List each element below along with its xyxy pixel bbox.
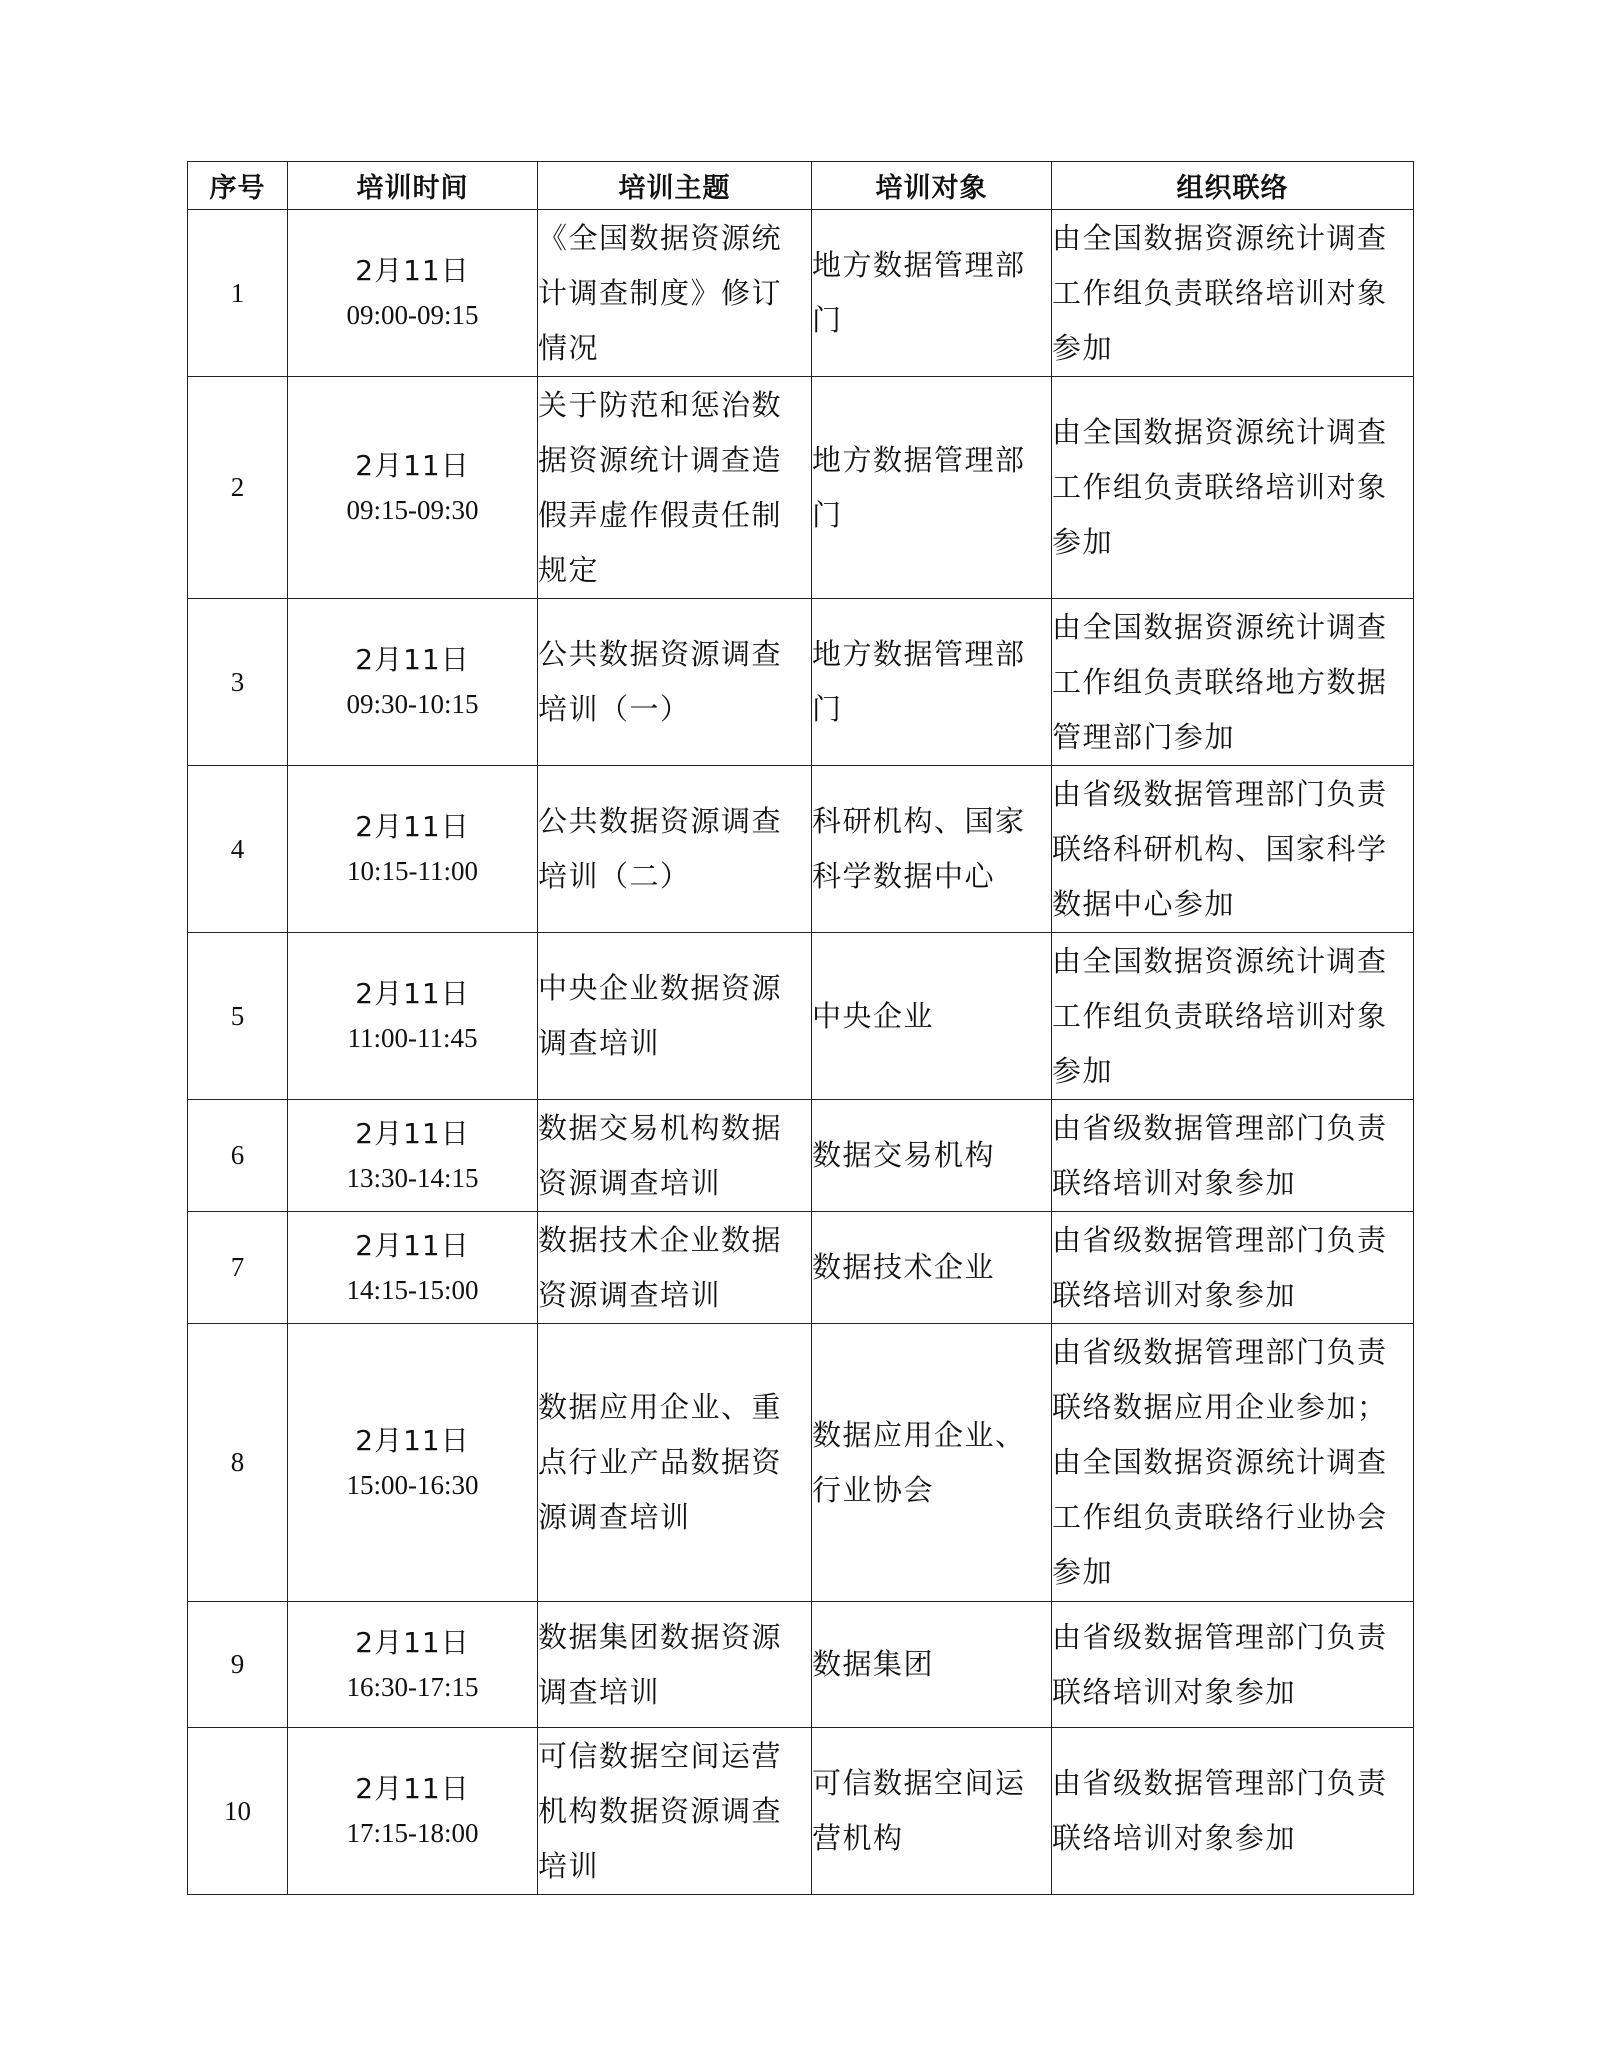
row-number: 10 — [188, 1728, 288, 1895]
table-row — [188, 1602, 1414, 1728]
table-row — [188, 933, 1414, 1100]
training-time — [288, 1324, 538, 1602]
organizer-note: 由全国数据资源统计调查工作组负责联络培训对象参加 — [1052, 377, 1414, 599]
training-topic: 《全国数据资源统计调查制度》修订情况 — [538, 210, 812, 377]
table-header-row — [188, 162, 1414, 210]
table-row — [188, 210, 1414, 377]
training-time — [288, 1100, 538, 1212]
table-row — [188, 1324, 1414, 1602]
table-row — [188, 599, 1414, 766]
header-time: 培训时间 — [288, 162, 538, 210]
training-topic: 公共数据资源调查培训（二） — [538, 766, 812, 933]
header-topic: 培训主题 — [538, 162, 812, 210]
training-topic: 关于防范和惩治数据资源统计调查造假弄虚作假责任制规定 — [538, 377, 812, 599]
organizer-note: 由省级数据管理部门负责联络培训对象参加 — [1052, 1728, 1414, 1895]
row-number: 3 — [188, 599, 288, 766]
training-topic: 公共数据资源调查培训（一） — [538, 599, 812, 766]
training-hours: 09:00-09:15 — [346, 300, 479, 330]
training-date: 2月11日 — [355, 448, 470, 482]
training-date: 2月11日 — [355, 810, 470, 843]
training-time — [288, 933, 538, 1100]
header-organizer: 组织联络 — [1052, 162, 1414, 210]
table-row — [188, 766, 1414, 933]
training-topic: 数据集团数据资源调查培训 — [538, 1602, 812, 1728]
training-date: 2月11日 — [355, 1228, 470, 1262]
training-date: 2月11日 — [355, 1116, 470, 1150]
training-time — [288, 210, 538, 377]
training-date: 2月11日 — [355, 1772, 470, 1805]
training-topic: 数据应用企业、重点行业产品数据资源调查培训 — [538, 1324, 812, 1602]
training-time — [288, 1212, 538, 1324]
training-time — [288, 377, 538, 599]
table-row — [188, 377, 1414, 599]
training-hours: 17:15-18:00 — [346, 1818, 479, 1848]
training-hours: 13:30-14:15 — [346, 1162, 479, 1193]
row-number: 6 — [188, 1100, 288, 1212]
row-number: 9 — [188, 1602, 288, 1728]
table-row — [188, 1212, 1414, 1324]
training-hours: 16:30-17:15 — [346, 1671, 479, 1702]
table-row — [188, 1100, 1414, 1212]
training-audience: 可信数据空间运营机构 — [812, 1728, 1052, 1895]
organizer-note: 由省级数据管理部门负责联络培训对象参加 — [1052, 1212, 1414, 1324]
training-time — [288, 1728, 538, 1895]
organizer-note: 由全国数据资源统计调查工作组负责联络地方数据管理部门参加 — [1052, 599, 1414, 766]
organizer-note: 由全国数据资源统计调查工作组负责联络培训对象参加 — [1052, 210, 1414, 377]
organizer-note: 由省级数据管理部门负责联络培训对象参加 — [1052, 1602, 1414, 1728]
training-audience: 数据交易机构 — [812, 1100, 1052, 1212]
training-hours: 09:15-09:30 — [346, 494, 479, 525]
training-time — [288, 1602, 538, 1728]
training-audience: 地方数据管理部门 — [812, 377, 1052, 599]
training-topic: 数据技术企业数据资源调查培训 — [538, 1212, 812, 1324]
training-date: 2月11日 — [355, 1423, 470, 1457]
training-audience: 数据应用企业、行业协会 — [812, 1324, 1052, 1602]
row-number: 8 — [188, 1324, 288, 1602]
training-audience: 数据技术企业 — [812, 1212, 1052, 1324]
organizer-note: 由省级数据管理部门负责联络培训对象参加 — [1052, 1100, 1414, 1212]
header-audience: 培训对象 — [812, 162, 1052, 210]
training-audience: 数据集团 — [812, 1602, 1052, 1728]
training-date: 2月11日 — [355, 977, 470, 1010]
table-row — [188, 1728, 1414, 1895]
row-number: 2 — [188, 377, 288, 599]
training-schedule-table — [187, 161, 1414, 1895]
organizer-note: 由省级数据管理部门负责联络数据应用企业参加；由全国数据资源统计调查工作组负责联络行业协会参加 — [1052, 1324, 1414, 1602]
training-hours: 10:15-11:00 — [347, 856, 478, 886]
training-hours: 09:30-10:15 — [346, 689, 479, 719]
row-number: 4 — [188, 766, 288, 933]
training-audience: 地方数据管理部门 — [812, 210, 1052, 377]
training-hours: 15:00-16:30 — [346, 1469, 479, 1500]
training-audience: 科研机构、国家科学数据中心 — [812, 766, 1052, 933]
organizer-note: 由省级数据管理部门负责联络科研机构、国家科学数据中心参加 — [1052, 766, 1414, 933]
training-topic: 数据交易机构数据资源调查培训 — [538, 1100, 812, 1212]
training-hours: 14:15-15:00 — [346, 1274, 479, 1305]
organizer-note: 由全国数据资源统计调查工作组负责联络培训对象参加 — [1052, 933, 1414, 1100]
training-time — [288, 766, 538, 933]
training-topic: 中央企业数据资源调查培训 — [538, 933, 812, 1100]
row-number: 1 — [188, 210, 288, 377]
training-date: 2月11日 — [355, 254, 470, 287]
training-audience: 中央企业 — [812, 933, 1052, 1100]
training-time — [288, 599, 538, 766]
training-date: 2月11日 — [355, 643, 470, 676]
row-number: 7 — [188, 1212, 288, 1324]
row-number: 5 — [188, 933, 288, 1100]
header-number: 序号 — [188, 162, 288, 210]
training-hours: 11:00-11:45 — [347, 1023, 478, 1053]
training-audience: 地方数据管理部门 — [812, 599, 1052, 766]
training-date: 2月11日 — [355, 1625, 470, 1659]
training-topic: 可信数据空间运营机构数据资源调查培训 — [538, 1728, 812, 1895]
